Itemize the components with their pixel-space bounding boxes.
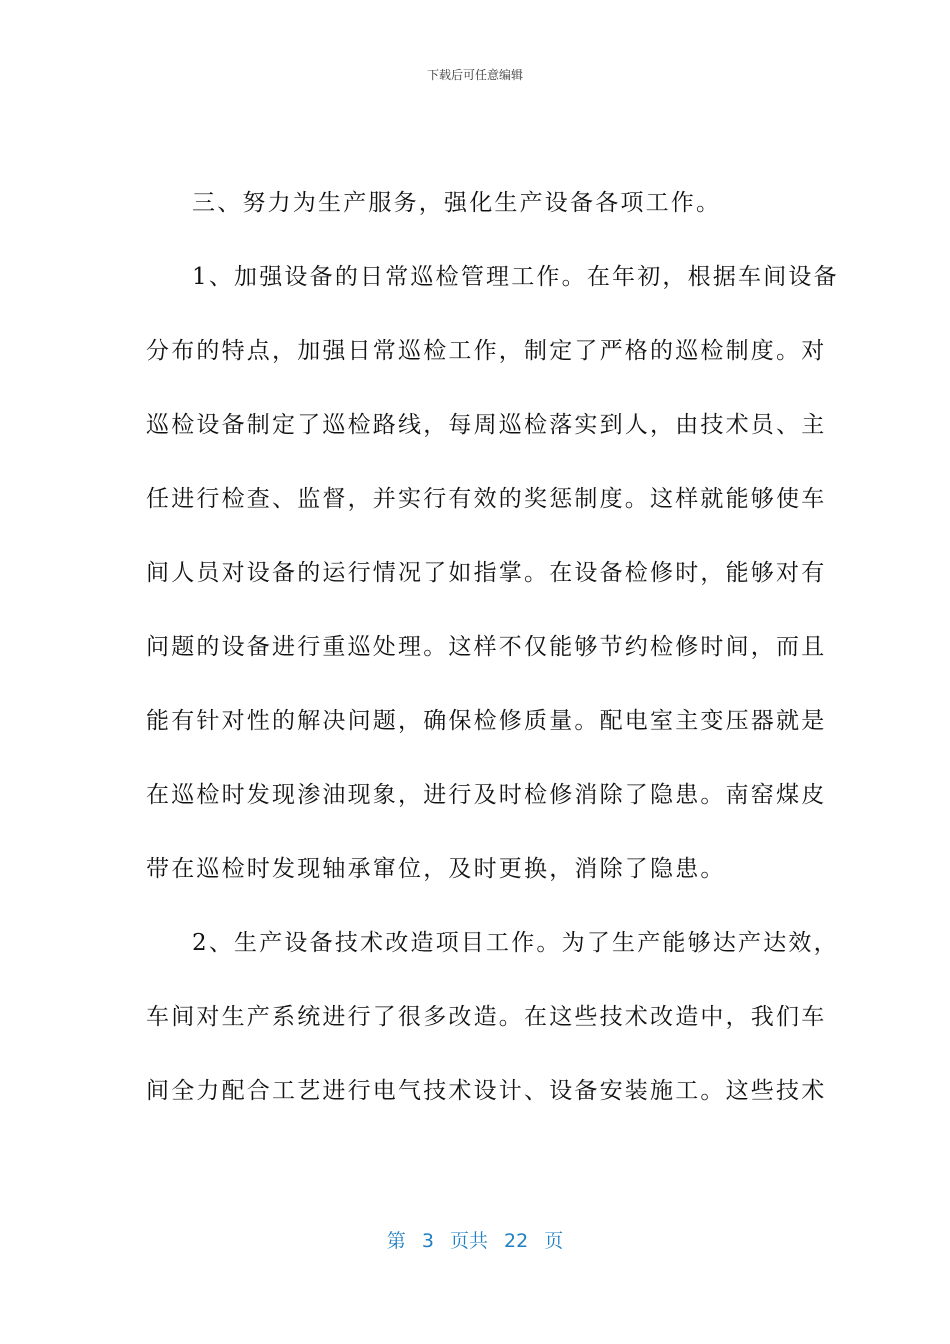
paragraph-line: 巡检设备制定了巡检路线，每周巡检落实到人，由技术员、主 [146, 412, 827, 438]
section-heading: 三、努力为生产服务，强化生产设备各项工作。 [192, 190, 722, 216]
paragraph-line: 分布的特点，加强日常巡检工作，制定了严格的巡检制度。对 [146, 338, 827, 364]
page-number-footer: 第 3 页共 22 页 [386, 1230, 564, 1252]
page-header-note: 下载后可任意编辑 [426, 68, 523, 82]
paragraph-line: 在巡检时发现渗油现象，进行及时检修消除了隐患。南窑煤皮 [146, 782, 827, 808]
paragraph-line: 问题的设备进行重巡处理。这样不仅能够节约检修时间，而且 [146, 634, 827, 660]
paragraph-line: 带在巡检时发现轴承窜位，及时更换，消除了隐患。 [146, 856, 726, 882]
paragraph-line: 2、生产设备技术改造项目工作。为了生产能够达产达效， [192, 930, 839, 956]
paragraph-line: 间人员对设备的运行情况了如指掌。在设备检修时，能够对有 [146, 560, 827, 586]
paragraph-line: 能有针对性的解决问题，确保检修质量。配电室主变压器就是 [146, 708, 827, 734]
paragraph-line: 间全力配合工艺进行电气技术设计、设备安装施工。这些技术 [146, 1078, 827, 1104]
paragraph-line: 车间对生产系统进行了很多改造。在这些技术改造中，我们车 [146, 1004, 827, 1030]
paragraph-line: 1、加强设备的日常巡检管理工作。在年初，根据车间设备 [192, 264, 839, 290]
paragraph-line: 任进行检查、监督，并实行有效的奖惩制度。这样就能够使车 [146, 486, 827, 512]
